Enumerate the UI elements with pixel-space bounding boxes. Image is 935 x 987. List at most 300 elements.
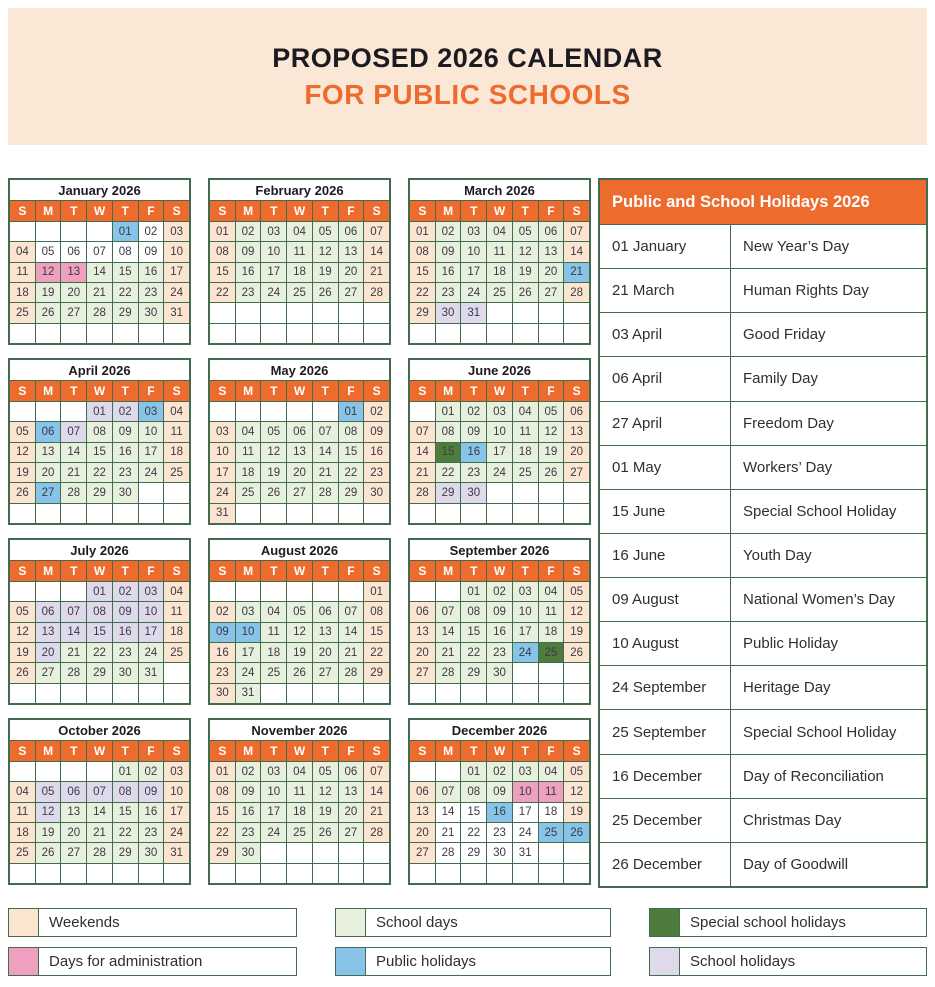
day-cell: 18 [236,463,261,482]
day-cell: 07 [61,422,86,441]
empty-cell [139,324,164,343]
day-cell: 03 [236,602,261,621]
empty-cell [313,303,338,322]
day-cell: 24 [513,643,538,662]
weekday-label: M [36,381,61,401]
day-cell: 20 [36,463,61,482]
day-cell: 11 [539,602,564,621]
day-cell: 20 [36,643,61,662]
day-cell: 09 [210,623,235,642]
day-cell: 30 [487,843,512,862]
day-cell: 22 [436,463,461,482]
day-cell: 21 [87,823,112,842]
empty-cell [487,864,512,883]
day-cell: 18 [513,443,538,462]
day-cell: 23 [139,823,164,842]
day-cell: 28 [313,483,338,502]
day-cell: 03 [164,222,189,241]
day-cell: 27 [36,483,61,502]
day-cell: 04 [513,402,538,421]
empty-cell [539,324,564,343]
weekday-label: S [364,561,389,581]
day-cell: 14 [339,623,364,642]
weekday-label: F [539,381,564,401]
empty-cell [10,324,35,343]
day-cell: 30 [210,684,235,703]
day-cell: 05 [261,422,286,441]
empty-cell [513,324,538,343]
holiday-name: National Women’s Day [731,578,926,621]
day-cell: 19 [261,463,286,482]
day-cell: 23 [210,663,235,682]
day-cell: 03 [139,402,164,421]
day-cell: 20 [287,463,312,482]
day-cell: 24 [236,663,261,682]
day-cell: 18 [164,443,189,462]
day-cell: 13 [410,623,435,642]
day-cell: 20 [564,443,589,462]
empty-cell [539,663,564,682]
day-cell: 03 [164,762,189,781]
day-cell: 26 [564,643,589,662]
day-cell: 08 [410,242,435,261]
month-title: August 2026 [210,540,389,560]
day-cell: 07 [87,242,112,261]
weekday-label: S [10,561,35,581]
empty-cell [461,684,486,703]
legend-item [8,908,297,937]
day-cell: 12 [313,242,338,261]
empty-cell [313,504,338,523]
weekday-label: S [164,561,189,581]
day-cell: 26 [36,303,61,322]
empty-cell [313,582,338,601]
day-cell: 21 [339,643,364,662]
day-cell: 17 [261,263,286,282]
holiday-name: Heritage Day [731,666,926,709]
empty-cell [287,504,312,523]
weekday-label: S [564,741,589,761]
empty-cell [10,504,35,523]
holiday-name: Family Day [731,357,926,400]
empty-cell [364,504,389,523]
empty-cell [364,324,389,343]
day-cell: 24 [487,463,512,482]
day-cell: 16 [210,643,235,662]
month-title: July 2026 [10,540,189,560]
day-cell: 21 [364,263,389,282]
day-cell: 02 [113,402,138,421]
day-cell: 17 [513,803,538,822]
day-cell: 28 [87,303,112,322]
month-october-2026 [8,718,191,885]
weekday-label: S [564,381,589,401]
weekday-label: S [364,201,389,221]
day-cell: 31 [236,684,261,703]
holiday-name: Youth Day [731,534,926,577]
empty-cell [339,864,364,883]
day-cell: 05 [313,762,338,781]
weekday-label: M [36,741,61,761]
day-cell: 06 [339,222,364,241]
day-cell: 30 [113,483,138,502]
empty-cell [539,843,564,862]
month-title: October 2026 [10,720,189,740]
day-cell: 29 [87,483,112,502]
weekday-label: T [261,561,286,581]
day-cell: 08 [364,602,389,621]
empty-cell [87,324,112,343]
day-cell: 20 [410,643,435,662]
legend-column-2 [335,908,611,976]
day-cell: 30 [139,303,164,322]
day-cell: 26 [313,283,338,302]
weekday-label: S [210,201,235,221]
weekday-label: T [113,741,138,761]
day-cell: 06 [36,602,61,621]
empty-cell [364,303,389,322]
day-cell: 13 [339,782,364,801]
holiday-name: Workers’ Day [731,446,926,489]
legend-label: Special school holidays [690,914,846,931]
day-cell: 13 [61,803,86,822]
month-title: June 2026 [410,360,589,380]
day-cell: 01 [461,582,486,601]
day-cell: 29 [113,843,138,862]
day-cell: 12 [287,623,312,642]
day-cell: 29 [410,303,435,322]
empty-cell [139,684,164,703]
day-cell: 22 [113,823,138,842]
day-cell: 25 [236,483,261,502]
holiday-date: 10 August [600,622,730,665]
empty-cell [113,684,138,703]
day-cell: 28 [410,483,435,502]
weekday-label: T [113,201,138,221]
empty-cell [261,864,286,883]
day-cell: 05 [513,222,538,241]
day-cell: 08 [210,242,235,261]
day-cell: 16 [113,623,138,642]
empty-cell [36,402,61,421]
day-cell: 24 [513,823,538,842]
day-cell: 04 [10,242,35,261]
empty-cell [210,582,235,601]
day-cell: 25 [539,643,564,662]
day-cell: 21 [313,463,338,482]
day-cell: 09 [364,422,389,441]
weekday-label: S [564,201,589,221]
weekday-label: W [87,741,112,761]
day-cell: 05 [564,762,589,781]
day-cell: 10 [236,623,261,642]
page-title: PROPOSED 2026 CALENDAR [272,42,663,73]
empty-cell [564,684,589,703]
day-cell: 11 [10,263,35,282]
day-cell: 09 [487,782,512,801]
weekday-label: S [364,381,389,401]
day-cell: 17 [164,263,189,282]
day-cell: 15 [461,803,486,822]
empty-cell [36,582,61,601]
day-cell: 04 [164,582,189,601]
weekday-label: T [461,741,486,761]
day-cell: 16 [236,263,261,282]
day-cell: 15 [113,803,138,822]
weekday-label: F [339,381,364,401]
day-cell: 19 [539,443,564,462]
day-cell: 29 [436,483,461,502]
weekday-label: S [210,741,235,761]
day-cell: 07 [61,602,86,621]
day-cell: 20 [61,823,86,842]
day-cell: 17 [210,463,235,482]
day-cell: 19 [313,803,338,822]
weekday-label: M [436,201,461,221]
weekday-label: M [436,381,461,401]
day-cell: 12 [539,422,564,441]
day-cell: 12 [36,263,61,282]
day-cell: 10 [210,443,235,462]
empty-cell [61,504,86,523]
day-cell: 30 [461,483,486,502]
day-cell: 21 [436,643,461,662]
day-cell: 15 [210,803,235,822]
day-cell: 20 [339,803,364,822]
legend-item [8,947,297,976]
day-cell: 18 [287,803,312,822]
weekday-label: T [261,741,286,761]
day-cell: 15 [410,263,435,282]
weekday-label: M [436,741,461,761]
weekday-label: W [487,381,512,401]
day-cell: 13 [36,443,61,462]
day-cell: 21 [410,463,435,482]
day-cell: 08 [113,242,138,261]
weekday-label: T [113,561,138,581]
weekday-label: M [236,201,261,221]
empty-cell [287,684,312,703]
weekday-label: T [461,381,486,401]
day-cell: 01 [87,582,112,601]
empty-cell [10,582,35,601]
day-cell: 22 [364,643,389,662]
empty-cell [61,684,86,703]
day-cell: 16 [487,623,512,642]
weekday-label: S [410,381,435,401]
empty-cell [61,324,86,343]
weekday-label: S [410,561,435,581]
day-cell: 14 [87,803,112,822]
day-cell: 19 [313,263,338,282]
day-cell: 26 [287,663,312,682]
weekday-label: W [487,201,512,221]
day-cell: 12 [261,443,286,462]
legend-swatch [650,909,680,936]
weekday-label: T [513,381,538,401]
day-cell: 22 [339,463,364,482]
empty-cell [139,483,164,502]
day-cell: 15 [436,443,461,462]
holiday-name: Day of Reconciliation [731,755,926,798]
empty-cell [210,402,235,421]
day-cell: 22 [461,823,486,842]
holiday-name: Freedom Day [731,402,926,445]
day-cell: 04 [287,762,312,781]
day-cell: 22 [210,283,235,302]
day-cell: 01 [113,762,138,781]
empty-cell [287,843,312,862]
weekday-label: T [113,381,138,401]
empty-cell [261,582,286,601]
day-cell: 04 [539,582,564,601]
weekday-label: S [164,741,189,761]
day-cell: 10 [139,422,164,441]
weekday-label: T [461,561,486,581]
day-cell: 13 [61,263,86,282]
empty-cell [539,303,564,322]
day-cell: 06 [61,242,86,261]
day-cell: 24 [261,283,286,302]
weekday-label: W [87,561,112,581]
header-band [8,8,927,145]
empty-cell [513,303,538,322]
empty-cell [487,504,512,523]
empty-cell [513,483,538,502]
day-cell: 30 [364,483,389,502]
weekday-label: S [210,561,235,581]
weekday-label: W [287,741,312,761]
day-cell: 07 [436,782,461,801]
empty-cell [164,663,189,682]
day-cell: 14 [564,242,589,261]
day-cell: 11 [513,422,538,441]
day-cell: 17 [164,803,189,822]
empty-cell [287,402,312,421]
empty-cell [113,324,138,343]
day-cell: 12 [10,623,35,642]
holiday-date: 16 June [600,534,730,577]
month-title: March 2026 [410,180,589,200]
day-cell: 09 [139,782,164,801]
empty-cell [36,222,61,241]
weekday-label: S [10,201,35,221]
day-cell: 21 [61,463,86,482]
day-cell: 14 [61,443,86,462]
day-cell: 06 [313,602,338,621]
weekday-label: T [513,561,538,581]
holiday-date: 21 March [600,269,730,312]
day-cell: 16 [436,263,461,282]
day-cell: 15 [113,263,138,282]
holiday-date: 03 April [600,313,730,356]
day-cell: 03 [210,422,235,441]
empty-cell [564,504,589,523]
holiday-name: Christmas Day [731,799,926,842]
day-cell: 05 [287,602,312,621]
day-cell: 23 [139,283,164,302]
empty-cell [539,483,564,502]
day-cell: 28 [436,663,461,682]
weekday-label: F [139,381,164,401]
day-cell: 06 [564,402,589,421]
day-cell: 19 [513,263,538,282]
day-cell: 05 [36,242,61,261]
day-cell: 04 [261,602,286,621]
day-cell: 30 [487,663,512,682]
empty-cell [564,483,589,502]
month-january-2026 [8,178,191,345]
day-cell: 24 [139,643,164,662]
day-cell: 02 [236,762,261,781]
weekday-label: W [87,381,112,401]
day-cell: 18 [287,263,312,282]
empty-cell [164,684,189,703]
empty-cell [410,504,435,523]
empty-cell [461,324,486,343]
empty-cell [313,684,338,703]
day-cell: 15 [339,443,364,462]
day-cell: 17 [487,443,512,462]
day-cell: 23 [236,823,261,842]
weekday-label: S [564,561,589,581]
empty-cell [436,864,461,883]
day-cell: 01 [113,222,138,241]
day-cell: 12 [564,782,589,801]
empty-cell [236,582,261,601]
empty-cell [564,663,589,682]
weekday-label: W [487,741,512,761]
day-cell: 26 [313,823,338,842]
day-cell: 26 [513,283,538,302]
month-june-2026 [408,358,591,525]
empty-cell [261,303,286,322]
day-cell: 05 [313,222,338,241]
day-cell: 09 [461,422,486,441]
day-cell: 28 [61,663,86,682]
weekday-label: M [436,561,461,581]
legend-label: School holidays [690,953,796,970]
weekday-label: S [410,201,435,221]
empty-cell [164,483,189,502]
empty-cell [61,864,86,883]
day-cell: 13 [36,623,61,642]
empty-cell [164,324,189,343]
day-cell: 02 [364,402,389,421]
day-cell: 25 [164,643,189,662]
day-cell: 14 [410,443,435,462]
day-cell: 24 [164,283,189,302]
empty-cell [339,303,364,322]
empty-cell [10,684,35,703]
empty-cell [113,864,138,883]
day-cell: 25 [10,843,35,862]
holiday-date: 26 December [600,843,730,886]
day-cell: 26 [564,823,589,842]
month-november-2026 [208,718,391,885]
weekday-label: M [36,561,61,581]
day-cell: 21 [436,823,461,842]
day-cell: 14 [364,242,389,261]
empty-cell [261,402,286,421]
empty-cell [87,222,112,241]
day-cell: 24 [210,483,235,502]
day-cell: 06 [410,602,435,621]
day-cell: 17 [461,263,486,282]
day-cell: 22 [113,283,138,302]
day-cell: 18 [10,283,35,302]
holiday-date: 25 December [600,799,730,842]
